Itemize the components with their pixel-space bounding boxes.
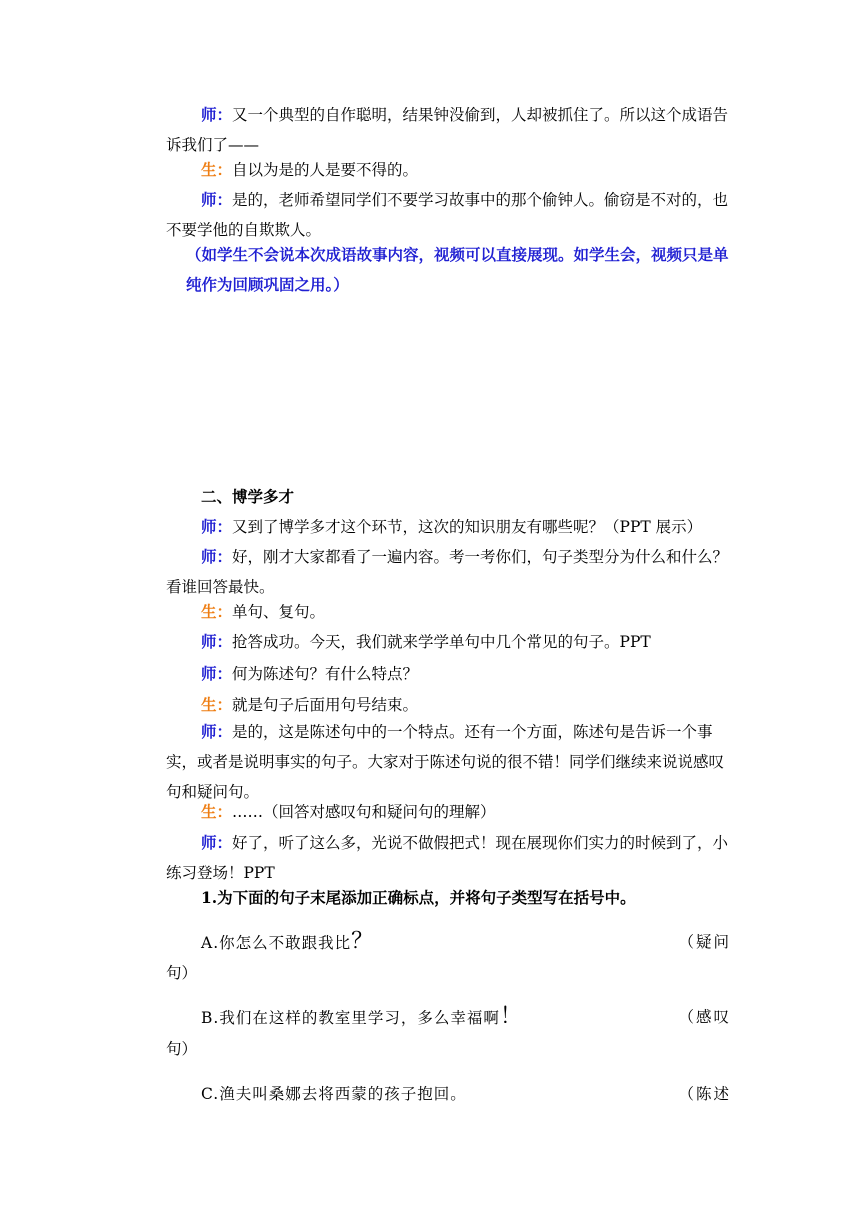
- dialogue-text: 何为陈述句？有什么特点？: [232, 665, 419, 683]
- dialogue-line: [166, 542, 731, 602]
- dialogue-line: [166, 828, 731, 888]
- dialogue-line: [166, 797, 731, 827]
- dialogue-line: [166, 690, 731, 720]
- exercise-sentence: C.渔夫叫桑娜去将西蒙的孩子抱回。: [201, 1085, 467, 1103]
- exercise-item: [166, 927, 731, 957]
- dialogue-line: [166, 717, 731, 807]
- dialogue-line: [166, 627, 731, 657]
- dialogue-line: [166, 597, 731, 627]
- speaker-teacher: 师：: [201, 547, 233, 566]
- speaker-student: 生：: [201, 160, 233, 179]
- teaching-note: （如学生不会说本次成语故事内容，视频可以直接展现。如学生会，视频只是单纯作为回顾巩固之用。）: [186, 245, 729, 294]
- dialogue-text: ……（回答对感叹句和疑问句的理解）: [232, 803, 496, 821]
- speaker-teacher: 师：: [201, 190, 233, 209]
- exercise-answer-cont: 句）: [166, 964, 198, 982]
- speaker-student: 生：: [201, 802, 233, 821]
- answer-punctuation: ！: [499, 1004, 523, 1029]
- dialogue-text: 好了，听了这么多，光说不做假把式！现在展现你们实力的时候到了，小练习登场！PPT: [166, 834, 729, 882]
- dialogue-line: [166, 155, 731, 185]
- answer-open: （疑问: [678, 933, 731, 951]
- exercise-sentence: A.你怎么不敢跟我比？: [201, 929, 375, 954]
- speaker-teacher: 师：: [201, 722, 233, 741]
- exercise-answer-cont: 句）: [166, 1040, 198, 1058]
- speaker-teacher: 师：: [201, 517, 233, 536]
- dialogue-text: 自以为是的人是要不得的。: [232, 161, 419, 179]
- dialogue-line: [166, 185, 731, 245]
- dialogue-text: 又一个典型的自作聪明，结果钟没偷到，人却被抓住了。所以这个成语告诉我们了——: [166, 106, 729, 154]
- speaker-teacher: 师：: [201, 105, 233, 124]
- dialogue-line: [166, 100, 731, 160]
- exercise-item: [166, 1002, 731, 1032]
- speaker-student: 生：: [201, 695, 233, 714]
- dialogue-line: [166, 512, 731, 542]
- dialogue-text: 好，刚才大家都看了一遍内容。考一考你们，句子类型分为什么和什么？看谁回答最快。: [166, 548, 729, 596]
- speaker-teacher: 师：: [201, 664, 233, 683]
- exercise-sentence: B.我们在这样的教室里学习，多么幸福啊！: [201, 1004, 523, 1029]
- speaker-student: 生：: [201, 602, 233, 621]
- dialogue-text: 抢答成功。今天，我们就来学学单句中几个常见的句子。PPT: [232, 633, 651, 651]
- exercise-title: 1.为下面的句子末尾添加正确标点，并将句子类型写在括号中。: [201, 888, 636, 907]
- dialogue-text: 是的，老师希望同学们不要学习故事中的那个偷钟人。偷窃是不对的，也不要学他的自欺欺人。: [166, 191, 729, 239]
- speaker-teacher: 师：: [201, 632, 233, 651]
- section-heading: 二、博学多才: [201, 487, 295, 506]
- dialogue-text: 就是句子后面用句号结束。: [232, 696, 419, 714]
- exercise-item: [166, 1079, 731, 1109]
- dialogue-text: 又到了博学多才这个环节，这次的知识朋友有哪些呢？（PPT 展示）: [232, 518, 703, 536]
- dialogue-text: 是的，这是陈述句中的一个特点。还有一个方面，陈述句是告诉一个事实，或者是说明事实的句子。大家对于陈述句说的很不错！同学们继续来说说感叹句和疑问句。: [166, 723, 725, 801]
- answer-open: （陈述: [678, 1085, 731, 1103]
- dialogue-line: [166, 659, 731, 689]
- dialogue-text: 单句、复句。: [232, 603, 326, 621]
- answer-punctuation: ？: [351, 929, 375, 954]
- speaker-teacher: 师：: [201, 833, 233, 852]
- answer-open: （感叹: [678, 1008, 731, 1026]
